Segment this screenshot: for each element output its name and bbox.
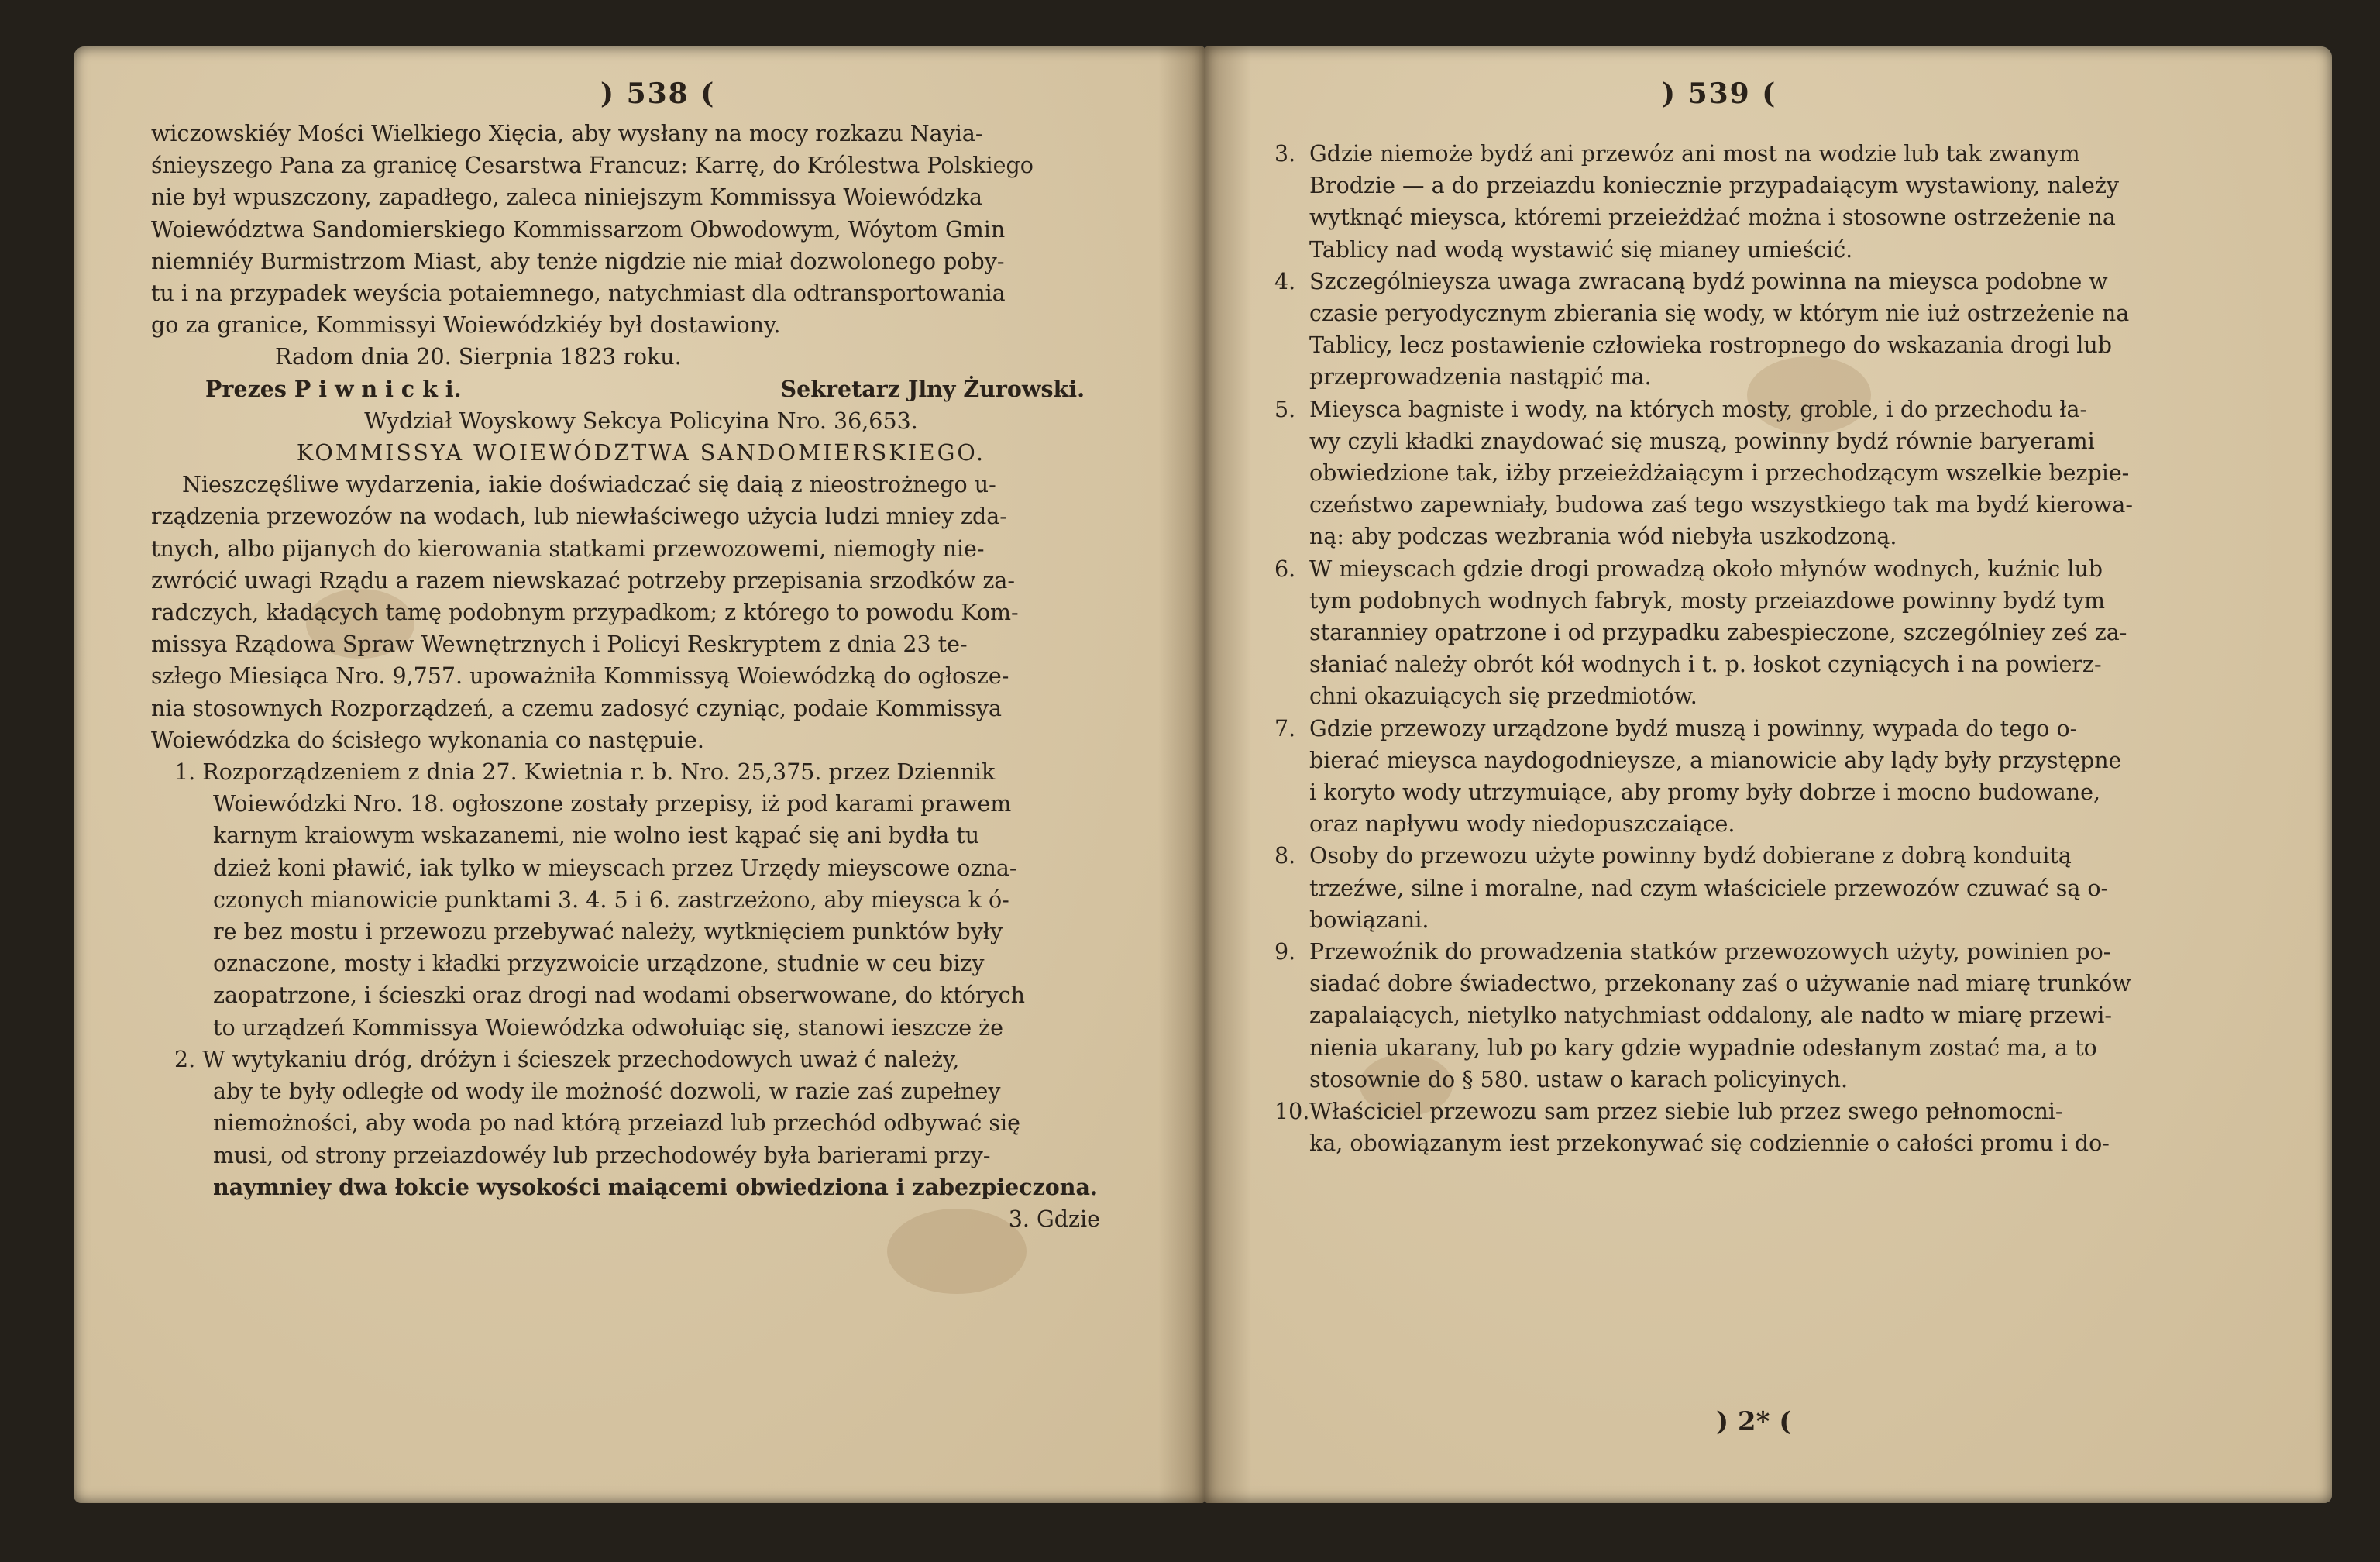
catchword: 3. Gdzie: [1008, 1206, 1100, 1232]
item-text: Gdzie niemoże bydź ani przewóz ani most na wodzie lub tak zwanym: [1309, 141, 2080, 167]
item-line: bowiązani.: [1309, 907, 1429, 933]
item-line: wytknąć mieysca, któremi przeieżdżać można i stosowne ostrzeżenie na: [1309, 205, 2116, 231]
item-line: karnym kraiowym wskazanemi, nie wolno iest kąpać się ani bydła tu: [213, 823, 980, 849]
item-line: wy czyli kładki znaydować się muszą, powinny bydź równie baryerami: [1309, 428, 2095, 454]
text-line: go za granice, Kommissyi Woiewódzkiéy był dostawiony.: [151, 312, 781, 339]
item-line: aby te były odległe od wody ile możność dozwoli, w razie zaś zupełney: [213, 1079, 1001, 1105]
item-line: staranniey opatrzone i od przypadku zabespieczone, szczególniey ześ za-: [1309, 620, 2127, 646]
item-line: naymniey dwa łokcie wysokości maiącemi obwiedziona i zabezpieczona.: [213, 1173, 1098, 1200]
item-text: W mieyscach gdzie drogi prowadzą około młynów wodnych, kuźnic lub: [1309, 556, 2103, 582]
item-number: 5.: [1274, 396, 1296, 422]
president-signature: Prezes P i w n i c k i.: [205, 375, 462, 402]
item-line: tym podobnych wodnych fabryk, mosty przeiazdowe powinny bydź tym: [1309, 587, 2106, 614]
text-line: tnych, albo pijanych do kierowania statkami przewozowemi, niemogły nie-: [151, 535, 985, 562]
item-line: Woiewódzki Nro. 18. ogłoszone zostały przepisy, iż pod karami prawem: [213, 791, 1012, 817]
item-line: oznaczone, mosty i kładki przyzwoicie urządzone, studnie w ceu bizy: [213, 951, 985, 977]
item-text: Przewoźnik do prowadzenia statków przewozowych użyty, powinien po-: [1309, 939, 2111, 965]
page-number: ) 539 (: [1662, 77, 1777, 110]
item-line: [1274, 840, 2270, 872]
page-number: ) 538 (: [600, 77, 716, 110]
item-line: stosownie do § 580. ustaw o karach policyinych.: [1309, 1066, 1849, 1092]
text-line: szłego Miesiąca Nro. 9,757. upoważniła Kommissyą Woiewódzką do ogłosze-: [151, 663, 1009, 690]
item-line: Tablicy, lecz postawienie człowieka rostropnego do wskazania drogi lub: [1309, 332, 2112, 359]
item-line: bierać mieysca naydogodnieysze, a mianowicie aby lądy były przystępne: [1309, 747, 2122, 773]
item-line: czeństwo zapewniały, budowa zaś tego wszystkiego tak ma bydź kierowa-: [1309, 492, 2133, 518]
item-line: [1274, 713, 2270, 745]
item-number: 6.: [1274, 556, 1296, 582]
text-line: radczych, kładących tamę podobnym przypadkom; z którego to powodu Kom-: [151, 600, 1019, 626]
secretary-signature: Sekretarz Jlny Żurowski.: [780, 375, 1085, 402]
item-line: nienia ukarany, lub po kary gdzie wypadnie odesłanym zostać ma, a to: [1309, 1034, 2097, 1061]
item-number: 3.: [1274, 141, 1296, 167]
text-line: niemniéy Burmistrzom Miast, aby tenże nigdzie nie miał dozwolonego poby-: [151, 248, 1005, 274]
item-line: [1274, 553, 2270, 585]
item-line: ka, obowiązanym iest przekonywać się codziennie o całości promu i do-: [1309, 1130, 2110, 1157]
text-line: zwrócić uwagi Rządu a razem niewskazać potrzeby przepisania srzodków za-: [151, 567, 1016, 593]
item-line: przeprowadzenia nastąpić ma.: [1309, 364, 1652, 390]
item-line: musi, od strony przeiazdowéy lub przechodowéy była barierami przy-: [213, 1142, 991, 1168]
text-line: śnieyszego Pana za granicę Cesarstwa Francuz: Karrę, do Królestwa Polskiego: [151, 153, 1034, 179]
item-number: 4.: [1274, 268, 1296, 294]
signatures: [151, 373, 1131, 405]
item-number: 9.: [1274, 939, 1296, 965]
item-text: Szczególnieysza uwaga zwracaną bydź powinna na mieysca podobne w: [1309, 268, 2108, 294]
item-line: [1274, 1096, 2270, 1127]
item-line: [1274, 936, 2270, 968]
left-page-text: [151, 118, 1131, 1235]
gutter-shadow: [1158, 46, 1205, 1503]
text-line: Woiewódzka do ścisłego wykonania co następuie.: [151, 727, 704, 753]
item-line: obwiedzione tak, iżby przeieżdżaiącym i przechodzącym wszelkie bezpie-: [1309, 460, 2130, 487]
item-line: [1274, 138, 2270, 170]
item-line: i koryto wody utrzymuiące, aby promy były dobrze i mocno budowane,: [1309, 779, 2101, 806]
text-line: Nieszczęśliwe wydarzenia, iakie doświadczać się daią z nieostrożnego u-: [182, 472, 996, 498]
item-line: czonych mianowicie punktami 3. 4. 5 i 6. zastrzeżono, aby mieysca k ó-: [213, 886, 1009, 913]
item-line: 2. W wytykaniu dróg, dróżyn i ścieszek przechodowych uważ ć należy,: [174, 1046, 960, 1072]
item-line: re bez mostu i przewozu przebywać należy, wytknięciem punktów były: [213, 919, 1003, 945]
right-page: [1205, 46, 2332, 1503]
item-line: Tablicy nad wodą wystawić się mianey umieścić.: [1309, 236, 1853, 263]
item-number: 10.: [1274, 1099, 1310, 1125]
text-line: nia stosownych Rozporządzeń, a czemu zadosyć czyniąc, podaie Kommissya: [151, 695, 1003, 721]
item-line: Brodzie — a do przeiazdu koniecznie przypadaiącym wystawiony, należy: [1309, 173, 2119, 199]
text-line: missya Rządowa Spraw Wewnętrznych i Policyi Reskryptem z dnia 23 te-: [151, 631, 968, 658]
item-line: słaniać należy obrót kół wodnych i t. p. łoskot czyniących i na powierz-: [1309, 652, 2102, 678]
item-line: zaopatrzone, i ścieszki oraz drogi nad wodami obserwowane, do których: [213, 982, 1025, 1009]
item-number: 8.: [1274, 843, 1296, 869]
signature-mark: ) 2* (: [1716, 1406, 1792, 1437]
item-text: Osoby do przewozu użyte powinny bydź dobierane z dobrą konduitą: [1309, 843, 2072, 869]
item-text: Mieysca bagniste i wody, na których mosty, groble, i do przechodu ła-: [1309, 396, 2088, 422]
right-page-text: [1274, 138, 2270, 1160]
text-line: wiczowskiéy Mości Wielkiego Xięcia, aby wysłany na mocy rozkazu Nayia-: [151, 121, 983, 146]
item-line: zapalaiących, nietylko natychmiast oddalony, ale nadto w miarę przewi-: [1309, 1003, 2112, 1029]
section-title: KOMMISSYA WOIEWÓDZTWA SANDOMIERSKIEGO.: [296, 440, 986, 466]
item-line: 1. Rozporządzeniem z dnia 27. Kwietnia r. b. Nro. 25,375. przez Dziennik: [174, 759, 996, 786]
item-line: [1274, 394, 2270, 425]
text-line: nie był wpuszczony, zapadłego, zaleca niniejszym Kommissya Woiewódzka: [151, 184, 983, 211]
item-text: Gdzie przewozy urządzone bydź muszą i powinny, wypada do tego o-: [1309, 715, 2078, 741]
gutter-shadow: [1205, 46, 1251, 1503]
text-line: rządzenia przewozów na wodach, lub niewłaściwego użycia ludzi mniey zda-: [151, 504, 1007, 530]
item-line: to urządzeń Kommissya Woiewódzka odwołuiąc się, stanowi ieszcze że: [213, 1014, 1004, 1041]
item-line: trzeźwe, silne i moralne, nad czym właściciele przewozów czuwać są o-: [1309, 875, 2109, 901]
place-date: Radom dnia 20. Sierpnia 1823 roku.: [275, 344, 682, 370]
text-line: Woiewództwa Sandomierskiego Kommissarzom Obwodowym, Wóytom Gmin: [151, 216, 1006, 243]
item-line: niemożności, aby woda po nad którą przeiazd lub przechód odbywać się: [213, 1110, 1021, 1137]
item-line: oraz napływu wody niedopuszczaiące.: [1309, 811, 1735, 838]
section-header: Wydział Woyskowy Sekcya Policyina Nro. 36,653.: [364, 408, 918, 434]
item-line: ną: aby podczas wezbrania wód niebyła uszkodzoną.: [1309, 524, 1897, 550]
text-line: tu i na przypadek weyścia potaiemnego, natychmiast dla odtransportowania: [151, 280, 1006, 307]
item-line: siadać dobre świadectwo, przekonany zaś o używanie nad miarę trunków: [1309, 971, 2131, 997]
item-line: chni okazuiących się przedmiotów.: [1309, 683, 1697, 710]
item-line: [1274, 266, 2270, 298]
left-page: [74, 46, 1205, 1503]
item-line: dzież koni pławić, iak tylko w mieyscach przez Urzędy mieyscowe ozna-: [213, 855, 1017, 881]
item-number: 7.: [1274, 715, 1296, 741]
item-text: Właściciel przewozu sam przez siebie lub przez swego pełnomocni-: [1309, 1099, 2063, 1125]
item-line: czasie peryodycznym zbierania się wody, w którym nie iuż ostrzeżenie na: [1309, 301, 2130, 327]
